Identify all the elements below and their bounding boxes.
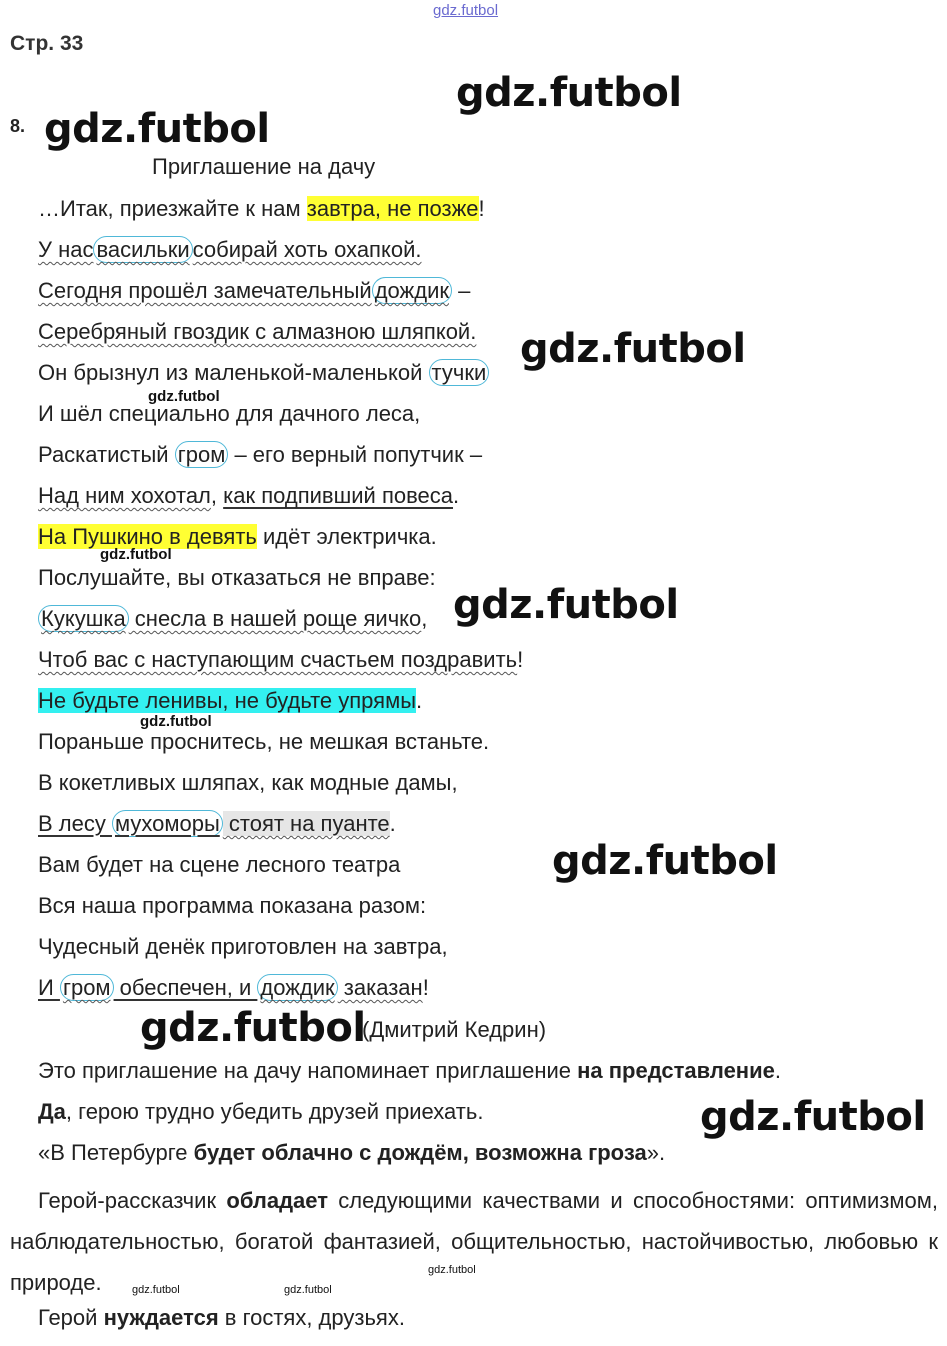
circled-word: гром xyxy=(175,441,229,468)
poem-line-13: Не будьте ленивы, не будьте упрямы. xyxy=(38,688,423,713)
poem-line-12: Чтоб вас с наступающим счастьем поздравить! xyxy=(38,647,524,672)
poem-line-8: Над ним хохотал, как подпивший повеса. xyxy=(38,483,460,508)
highlight-cyan: Не будьте ленивы, не будьте упрямы xyxy=(38,688,417,713)
watermark-large: gdz.futbol xyxy=(552,838,778,884)
watermark-small: gdz.futbol xyxy=(148,388,220,405)
poem-author: (Дмитрий Кедрин) xyxy=(362,1017,547,1042)
watermark-top-link[interactable]: gdz.futbol xyxy=(433,2,499,19)
answer-3: «В Петербурге будет облачно с дождём, возможна гроза». xyxy=(38,1140,666,1165)
poem-line-11: Кукушка снесла в нашей роще яичко, xyxy=(38,605,427,633)
poem-line-7: Раскатистый гром – его верный попутчик – xyxy=(38,442,483,467)
watermark-small: gdz.futbol xyxy=(100,546,172,563)
page-number: Стр. 33 xyxy=(10,32,84,55)
poem-line-14: Пораньше проснитесь, не мешкая встаньте. xyxy=(38,729,490,754)
poem-line-16: В лесу мухоморы стоят на пуанте. xyxy=(38,811,396,836)
watermark-tiny: gdz.futbol xyxy=(428,1264,476,1276)
poem-line-10: Послушайте, вы отказаться не вправе: xyxy=(38,565,436,590)
watermark-large: gdz.futbol xyxy=(140,1005,366,1051)
poem-line-19: Чудесный денёк приготовлен на завтра, xyxy=(38,934,448,959)
poem-line-20: И гром обеспечен, и дождик заказан! xyxy=(38,975,429,1000)
circled-word: мухоморы xyxy=(112,810,223,837)
answer-4: Герой-рассказчик обладает следующими качествами и способностями: оптимизмом, наблюдательностью, богатой фантазией, общительностью, настойчивостью, любовью к природе. xyxy=(10,1188,938,1295)
watermark-large: gdz.futbol xyxy=(44,106,270,152)
watermark-large: gdz.futbol xyxy=(456,70,682,116)
circled-word: дождик xyxy=(372,277,452,304)
circled-word: Кукушка xyxy=(38,605,129,632)
answer-5: Герой нуждается в гостях, друзьях. xyxy=(38,1305,405,1330)
watermark-large: gdz.futbol xyxy=(700,1094,926,1140)
poem-line-18: Вся наша программа показана разом: xyxy=(38,893,427,918)
highlight-yellow: На Пушкино в девять xyxy=(38,524,257,549)
task-number: 8. xyxy=(10,116,26,136)
poem-title: Приглашение на дачу xyxy=(152,154,376,179)
circled-word: дождик xyxy=(257,974,337,1001)
watermark-large: gdz.futbol xyxy=(453,582,679,628)
poem-line-5: Он брызнул из маленькой-маленькой тучки xyxy=(38,359,489,387)
poem-line-2: У нас васильки собирай хоть охапкой. xyxy=(38,237,422,262)
poem-line-17: Вам будет на сцене лесного театра xyxy=(38,852,401,877)
circled-word: васильки xyxy=(93,236,192,263)
poem-line-9: На Пушкино в девять идёт электричка. xyxy=(38,524,437,549)
watermark-small: gdz.futbol xyxy=(140,713,212,730)
watermark-tiny: gdz.futbol xyxy=(132,1284,180,1296)
poem-line-6: И шёл специально для дачного леса, xyxy=(38,401,421,426)
poem-line-4: Серебряный гвоздик с алмазною шляпкой. xyxy=(38,319,477,344)
watermark-large: gdz.futbol xyxy=(520,326,746,372)
circled-word: тучки xyxy=(429,359,490,386)
answer-2: Да, герою трудно убедить друзей приехать. xyxy=(38,1099,484,1124)
answer-1: Это приглашение на дачу напоминает приглашение на представление. xyxy=(38,1058,781,1083)
poem-line-15: В кокетливых шляпах, как модные дамы, xyxy=(38,770,458,795)
highlight-yellow: завтра, не позже xyxy=(306,196,479,221)
poem-line-1: …Итак, приезжайте к нам завтра, не позже! xyxy=(38,196,485,221)
poem-line-3: Сегодня прошёл замечательный дождик – xyxy=(38,278,471,303)
circled-word: гром xyxy=(60,974,114,1001)
watermark-tiny: gdz.futbol xyxy=(284,1284,332,1296)
